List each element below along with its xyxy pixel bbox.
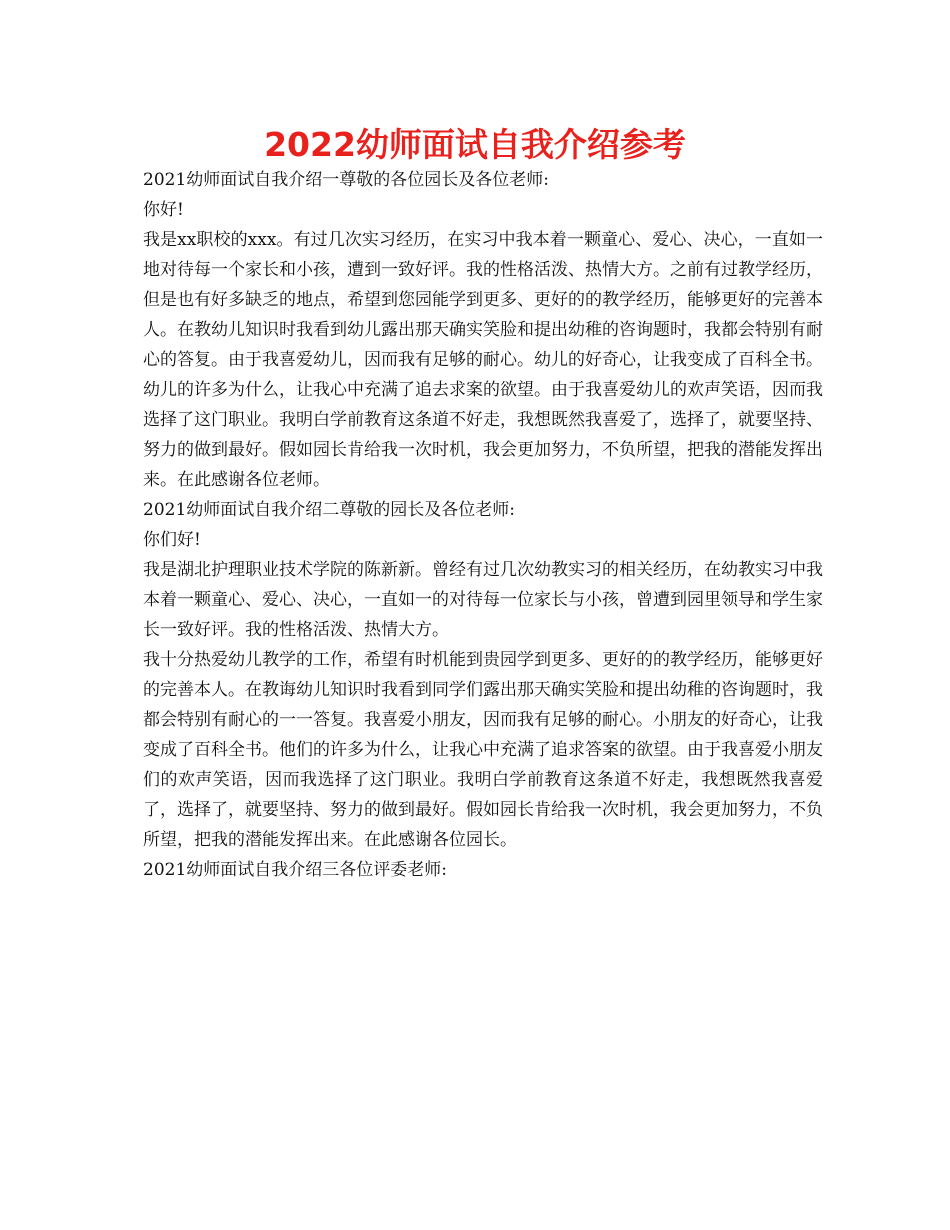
paragraph-greeting-1: 你好! bbox=[143, 200, 184, 220]
paragraph-heading-2: 2021幼师面试自我介绍二尊敬的园长及各位老师: bbox=[143, 500, 515, 520]
paragraph-body-2a: 我是湖北护理职业技术学院的陈新新。曾经有过几次幼教实习的相关经历，在幼教实习中我本着一颗童心、爱心、决心，一直如一的对待每一位家长与小孩，曾遭到园里领导和学生家长一致好评。我的性格活泼、热情大方。 bbox=[143, 560, 823, 640]
document-body bbox=[143, 165, 823, 885]
paragraph-greeting-2: 你们好! bbox=[143, 530, 201, 550]
paragraph-heading-3: 2021幼师面试自我介绍三各位评委老师: bbox=[143, 860, 447, 880]
paragraph-body-2b: 我十分热爱幼儿教学的工作，希望有时机能到贵园学到更多、更好的的教学经历，能够更好的完善本人。在教诲幼儿知识时我看到同学们露出那天确实笑脸和提出幼稚的咨询题时，我都会特别有耐心的一一答复。我喜爱小朋友，因而我有足够的耐心。小朋友的好奇心，让我变成了百科全书。他们的许多为什么，让我心中充满了追求答案的欲望。由于我喜爱小朋友们的欢声笑语，因而我选择了这门职业。我明白学前教育这条道不好走，我想既然我喜爱了，选择了，就要坚持、努力的做到最好。假如园长肯给我一次时机，我会更加努力，不负所望，把我的潜能发挥出来。在此感谢各位园长。 bbox=[143, 650, 823, 850]
page-title: 2022幼师面试自我介绍参考 bbox=[264, 125, 686, 164]
paragraph-body-1: 我是xx职校的xxx。有过几次实习经历，在实习中我本着一颗童心、爱心、决心，一直如一地对待每一个家长和小孩，遭到一致好评。我的性格活泼、热情大方。之前有过教学经历，但是也有好多缺乏的地点，希望到您园能学到更多、更好的的教学经历，能够更好的完善本人。在教幼儿知识时我看到幼儿露出那天确实笑脸和提出幼稚的咨询题时，我都会特别有耐心的答复。由于我喜爱幼儿，因而我有足够的耐心。幼儿的好奇心，让我变成了百科全书。幼儿的许多为什么，让我心中充满了追去求案的欲望。由于我喜爱幼儿的欢声笑语，因而我选择了这门职业。我明白学前教育这条道不好走，我想既然我喜爱了，选择了，就要坚持、努力的做到最好。假如园长肯给我一次时机，我会更加努力，不负所望，把我的潜能发挥出来。在此感谢各位老师。 bbox=[143, 230, 823, 490]
paragraph-heading-1: 2021幼师面试自我介绍一尊敬的各位园长及各位老师: bbox=[143, 170, 549, 190]
